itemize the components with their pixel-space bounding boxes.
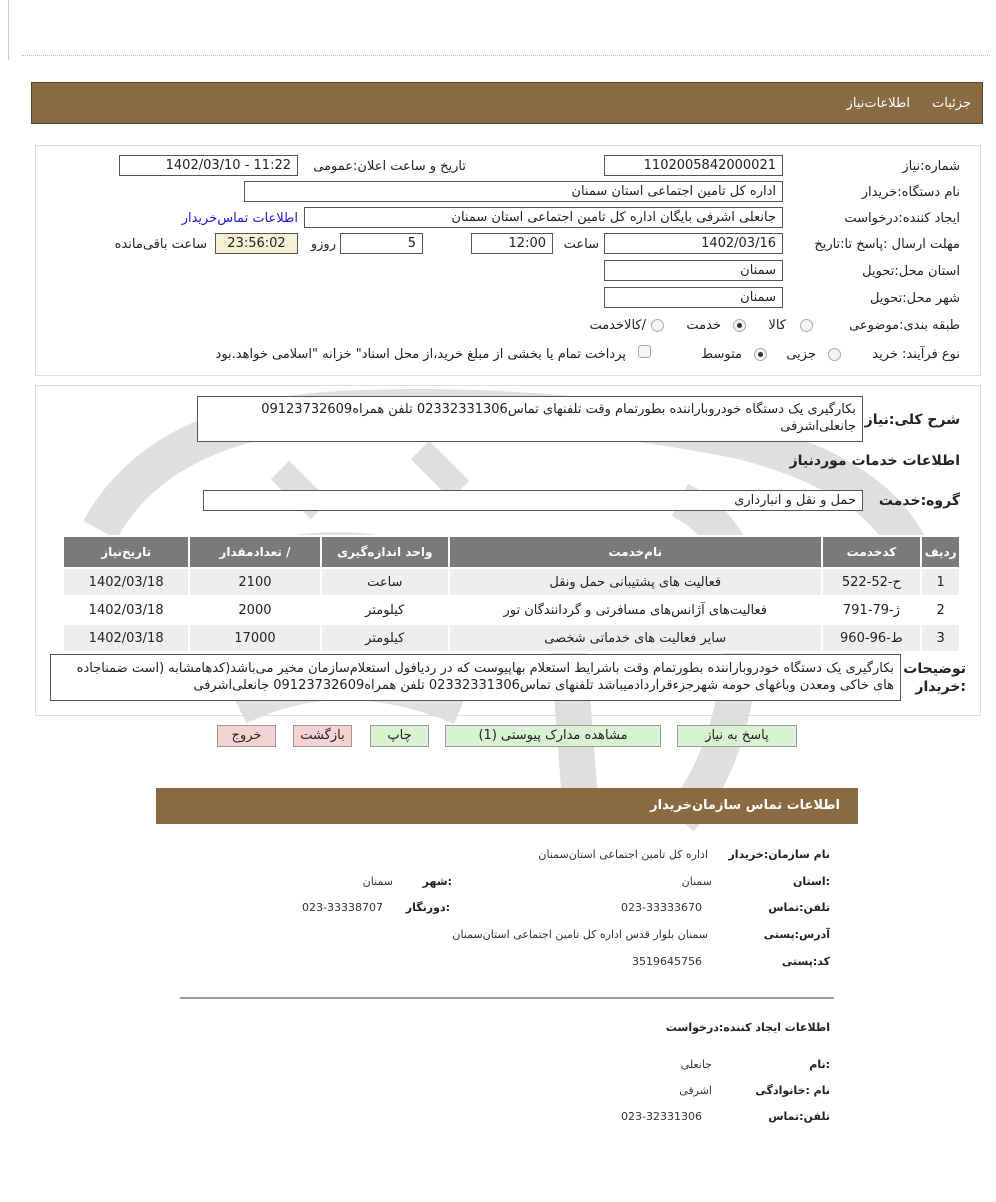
col-date: تاریخ‌نیاز [63,536,189,568]
need-number-field: 1102005842000021 [604,155,783,176]
deadline-label: مهلت ارسال :پاسخ تا:تاریخ [814,237,960,252]
cell-name: فعالیت‌های آژانس‌های مسافرتی و گردانندگان تور [449,596,822,624]
city-field: سمنان [604,287,783,308]
category-label: طبقه بندی:موضوعی [849,318,960,333]
fax-value: 023-33338707 [302,901,383,914]
buyer-notes-label-2: :خریدار [915,679,966,695]
remaining-time-field: 23:56:02 [215,233,298,254]
creator-name-label: :نام [809,1058,830,1071]
cell-date: 1402/03/18 [63,568,189,596]
creator-phone-label: تلفن:تماس [768,1110,830,1123]
cell-quantity: 2000 [189,596,320,624]
contact-separator [180,997,834,999]
creator-info-title: اطلاعات ایجاد کننده:درخواست [665,1021,830,1034]
service-group-field: حمل و نقل و انبارداری [203,490,863,511]
process-medium-label: متوسط [701,347,742,362]
services-title: اطلاعات خدمات موردنیاز [789,453,960,469]
cell-name: سایر فعالیت های خدماتی شخصی [449,624,822,652]
description-label: شرح کلی:نیاز [864,412,960,428]
buyer-label: نام دستگاه:خریدار [861,185,960,200]
reply-button[interactable]: پاسخ به نیاز [677,725,797,747]
cell-row: 1 [921,568,960,596]
category-goods-label: کالا [768,318,786,333]
creator-field: جانعلی اشرفی بایگان اداره کل تامین اجتماعی استان سمنان [304,207,783,228]
cell-row: 2 [921,596,960,624]
table-row [63,596,960,624]
contact-province-value: سمنان [681,875,712,888]
address-value: سمنان بلوار قدس اداره کل تامین اجتماعی استان‌سمنان [452,928,708,941]
services-table [62,535,961,653]
postal-label: کد:پستی [781,955,830,968]
announce-field: 1402/03/10 - 11:22 [119,155,298,176]
category-both-label: /کالاخدمت [589,318,646,333]
service-group-label: گروه:خدمت [878,493,960,509]
contact-phone-value: 023-33333670 [621,901,702,914]
creator-label: ایجاد کننده:درخواست [844,211,960,226]
contact-title: اطلاعات تماس سازمان‌خریدار [650,798,840,813]
creator-name-value: جانعلی [680,1058,712,1071]
process-partial-label: جزیی [786,347,816,362]
left-border [8,0,9,60]
col-code: کدخدمت [822,536,922,568]
view-attachments-button[interactable]: مشاهده مدارک پیوستی (1) [445,725,661,747]
print-button[interactable]: چاپ [370,725,429,747]
deadline-time-field: 12:00 [471,233,553,254]
cell-unit: کیلومتر [321,596,449,624]
cell-row: 3 [921,624,960,652]
postal-value: 3519645756 [632,955,702,968]
creator-family-label: نام :خانوادگی [755,1084,830,1097]
days-label: روزو [310,237,336,252]
creator-family-value: اشرفی [679,1084,712,1097]
cell-code: ح-52-522 [822,568,922,596]
page-header [31,82,983,124]
buyer-notes-label: توضیحات [903,661,966,677]
need-info-panel [35,145,981,376]
top-divider [22,55,990,56]
deadline-date-field: 1402/03/16 [604,233,783,254]
header-details[interactable]: جزئیات [932,96,971,111]
process-partial-radio[interactable] [828,348,841,361]
process-medium-radio[interactable] [754,348,767,361]
col-row: ردیف [921,536,960,568]
buyer-field: اداره کل تامین اجتماعی استان سمنان [244,181,783,202]
contact-province-label: :استان [793,875,830,888]
cell-code: ژ-79-791 [822,596,922,624]
category-service-radio[interactable] [733,319,746,332]
announce-label: تاریخ و ساعت اعلان:عمومی [313,159,466,174]
col-name: نام‌خدمت [449,536,822,568]
cell-date: 1402/03/18 [63,596,189,624]
category-goods-radio[interactable] [800,319,813,332]
table-row [63,568,960,596]
back-button[interactable]: بازگشت [293,725,352,747]
description-text: بکارگیری یک دستگاه خودروباراننده بطورتمام وقت تلفنهای تماس02332331306 تلفن همراه09123732609 جانعلی‌اشرفی [197,396,863,442]
contact-city-label: :شهر [422,875,452,888]
exit-button[interactable]: خروج [217,725,276,747]
address-label: آدرس:پستی [763,928,830,941]
remaining-label: ساعت باقی‌مانده [114,237,207,252]
buyer-contact-link[interactable]: اطلاعات تماس‌خریدار [181,211,298,226]
header-need-info[interactable]: اطلاعات‌نیاز [846,96,910,111]
col-quantity: / تعدادمقدار [189,536,320,568]
contact-header [156,788,858,824]
org-label: نام سازمان:خریدار [728,848,830,861]
treasury-payment-note: پرداخت تمام یا بخشی از مبلغ خرید،از محل اسناد" خزانه "اسلامی خواهد.بود [215,347,626,362]
col-unit: واحد اندازه‌گیری [321,536,449,568]
table-row [63,624,960,652]
city-label: شهر محل:تحویل [870,291,960,306]
contact-phone-label: تلفن:تماس [768,901,830,914]
category-service-label: خدمت [686,318,721,333]
creator-phone-value: 023-32331306 [621,1110,702,1123]
province-label: استان محل:تحویل [862,264,960,279]
contact-city-value: سمنان [362,875,393,888]
need-number-label: شماره:نیاز [902,159,960,174]
org-value: اداره کل تامین اجتماعی استان‌سمنان [538,848,708,861]
category-both-radio[interactable] [651,319,664,332]
cell-quantity: 17000 [189,624,320,652]
fax-label: :دورنگار [405,901,450,914]
province-field: سمنان [604,260,783,281]
buyer-notes-text: بکارگیری یک دستگاه خودروباراننده بطورتمام وقت باشرایط استعلام بهاپیوست که در ردیافول استعلام‌سازمان مخیر می‌باشد(کدهامشابه (است ضمناجاده های خاکی ومعدن وباغهای حومه شهرجزءقراردادمیباشد تلفنهای تماس02332331306 تلفن همراه09123732609 جانعلی‌اشرفی [50,654,901,701]
process-label: نوع فرآیند: خرید [872,347,960,362]
cell-quantity: 2100 [189,568,320,596]
cell-unit: ساعت [321,568,449,596]
cell-date: 1402/03/18 [63,624,189,652]
days-field: 5 [340,233,423,254]
cell-unit: کیلومتر [321,624,449,652]
cell-name: فعالیت های پشتیبانی حمل ونقل [449,568,822,596]
cell-code: ط-96-960 [822,624,922,652]
deadline-time-label: ساعت [563,237,599,252]
treasury-payment-checkbox[interactable] [638,345,651,358]
